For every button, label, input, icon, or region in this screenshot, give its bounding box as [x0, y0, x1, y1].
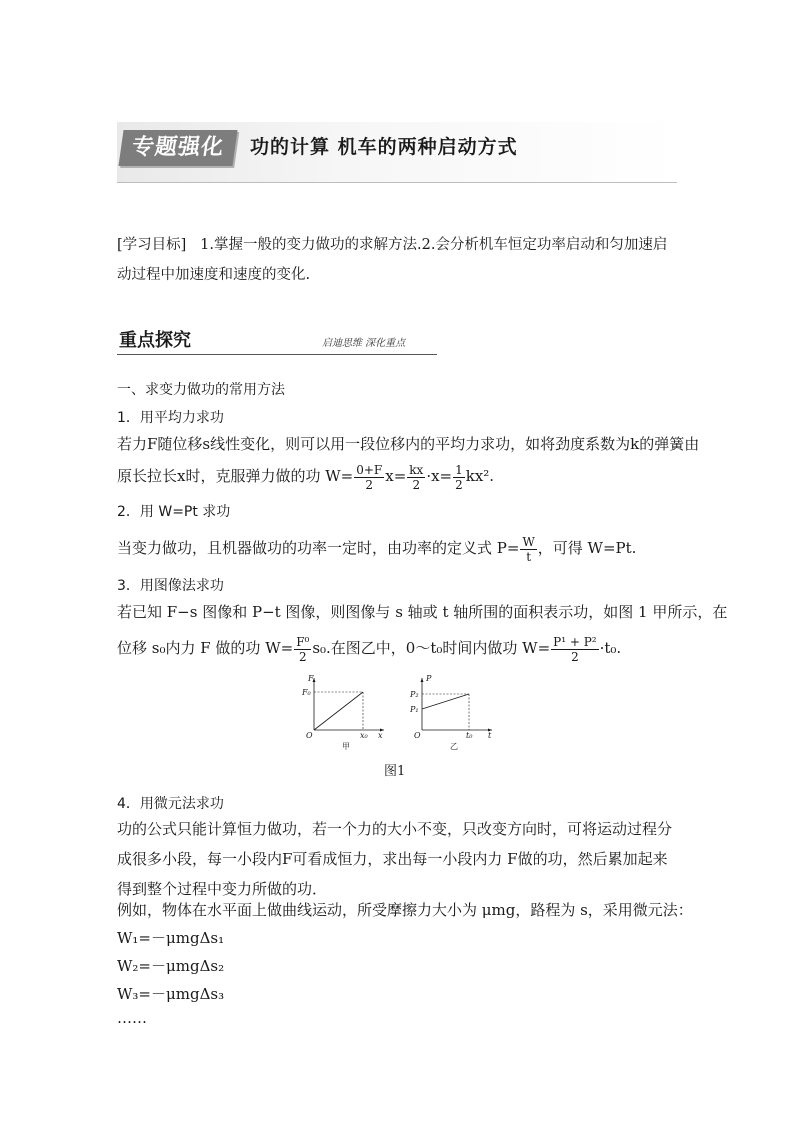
method2-heading: 2．用 W=Pt 求功	[117, 504, 231, 520]
graph-right	[409, 674, 492, 751]
method3-line2-end: ·t₀.	[599, 639, 622, 657]
objectives-text: 1.掌握一般的变力做功的求解方法.2.会分析机车恒定功率启动和匀加速启动过程中加速度和速度的变化.	[117, 237, 668, 283]
method3-formula	[117, 630, 621, 666]
frac-num: 1	[455, 462, 463, 477]
method2-line-end: ，可得 W=Pt.	[537, 539, 637, 557]
equation-w2: W₂=－μmgΔs₂	[117, 957, 225, 975]
axis-label-x: x	[378, 731, 383, 740]
method3-heading: 3．用图像法求功	[117, 578, 224, 594]
equation-w1: W₁=－μmgΔs₁	[117, 929, 225, 947]
figure-caption: 图1	[384, 764, 406, 779]
method1-heading: 1．用平均力求功	[117, 410, 224, 426]
learning-objectives	[117, 230, 677, 290]
method1-mid1: x=	[385, 467, 407, 485]
method2-formula	[117, 530, 636, 566]
frac-num: W	[522, 534, 535, 549]
fraction-half	[453, 463, 465, 492]
method1-formula	[117, 458, 494, 494]
frac-num: P¹ + P²	[553, 634, 597, 649]
equation-w3: W₃=－μmgΔs₃	[117, 985, 225, 1003]
axis-label-P: P	[426, 674, 432, 683]
tick-P2: P₂	[410, 690, 419, 699]
part1-heading: 一、求变力做功的常用方法	[117, 382, 285, 398]
frac-num: 0+F	[356, 462, 383, 477]
tick-x0: x₀	[360, 731, 368, 740]
method4-paragraph: 功的公式只能计算恒力做功，若一个力的大小不变，只改变方向时，可将运动过程分成很多小段，每一小段内F可看成恒力，求出每一小段内力 F做的功，然后累加起来得到整个过程中变力所做的功．	[117, 820, 673, 898]
title-banner	[117, 122, 677, 183]
frac-num: F⁰	[296, 634, 310, 649]
line-right	[422, 694, 469, 709]
origin-right: O	[414, 731, 421, 740]
origin-left: O	[306, 731, 313, 740]
fraction-avg-force	[354, 463, 384, 492]
method2-line-start: 当变力做功，且机器做功的功率一定时，由功率的定义式 P=	[117, 539, 520, 557]
tick-P1: P₁	[410, 705, 419, 714]
topic-badge: 专题强化	[118, 130, 237, 166]
method1-mid2: ·x=	[426, 467, 453, 485]
section-subtitle: 启迪思维 深化重点	[322, 338, 406, 349]
tick-F0: F₀	[302, 688, 311, 697]
graph-label-jia: 甲	[342, 742, 350, 751]
line-left	[314, 692, 363, 730]
axis-label-t: t	[488, 731, 492, 740]
objectives-label: [学习目标]	[117, 237, 187, 253]
frac-den: 2	[455, 477, 463, 492]
section-title: 重点探究	[119, 330, 191, 351]
frac-den: t	[526, 549, 532, 564]
tick-t0: t₀	[466, 731, 473, 740]
section-rule	[117, 354, 437, 355]
fraction-avg-power	[551, 635, 598, 664]
method1-end: kx².	[465, 467, 495, 485]
method4-heading: 4．用微元法求功	[117, 796, 224, 812]
axis-label-F: F	[308, 674, 314, 683]
method3-line2-mid: s₀.在图乙中，0～t₀时间内做功 W=	[312, 639, 551, 657]
frac-den: 2	[365, 477, 374, 492]
fraction-f0	[294, 635, 311, 664]
frac-num: kx	[409, 462, 424, 477]
frac-den: 2	[571, 649, 579, 664]
method1-line2-start: 原长拉长x时，克服弹力做的功 W=	[117, 467, 354, 485]
section-header	[117, 328, 437, 356]
arrow-y-right	[421, 678, 424, 682]
method4-example: 例如，物体在水平面上做曲线运动，所受摩擦力大小为 μmg，路程为 s，采用微元法：	[117, 901, 693, 919]
method1-line1: 若力F随位移s线性变化，则可以用一段位移内的平均力求功，如将劲度系数为k的弹簧由	[117, 435, 700, 453]
frac-den: 2	[298, 649, 307, 664]
graph-left	[301, 674, 384, 751]
page-title: 功的计算 机车的两种启动方式	[250, 136, 518, 158]
figure-1-graphs	[300, 672, 500, 752]
method3-line1: 若已知 F−s 图像和 P−t 图像，则图像与 s 轴或 t 轴所围的面积表示功，如图 1 甲所示，在	[117, 603, 728, 621]
ellipsis: ……	[117, 1009, 147, 1027]
frac-den: 2	[412, 477, 421, 492]
fraction-kx	[407, 463, 425, 492]
fraction-power	[520, 535, 536, 564]
graph-label-yi: 乙	[450, 742, 458, 751]
method3-line2-start: 位移 s₀内力 F 做的功 W=	[117, 639, 294, 657]
